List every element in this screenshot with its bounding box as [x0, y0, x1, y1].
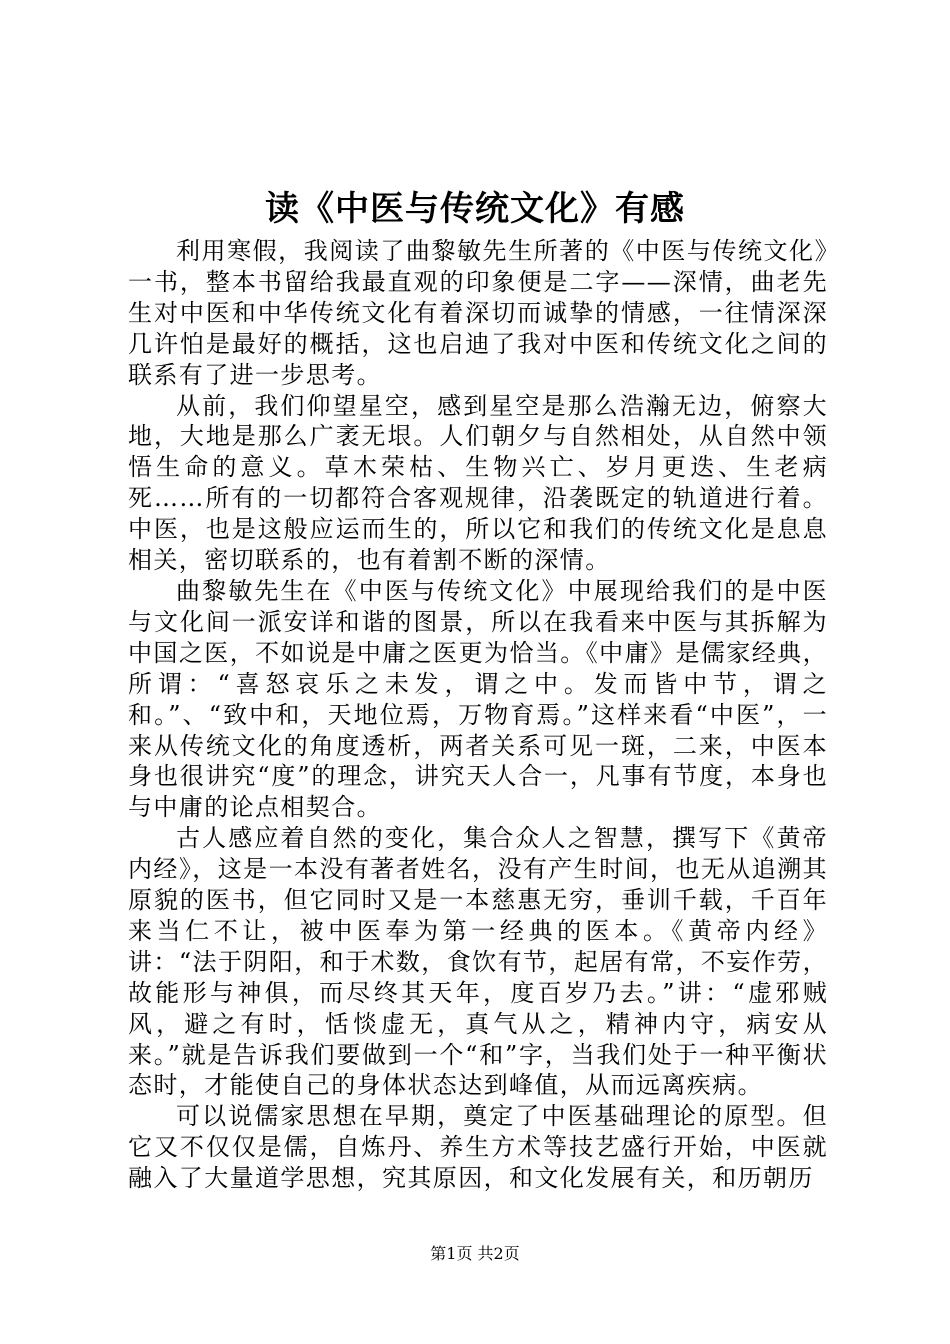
paragraph-4: 古人感应着自然的变化，集合众人之智慧，撰写下《黄帝内经》，这是一本没有著者姓名，没有产生时间，也无从追溯其原貌的医书，但它同时又是一本慈惠无穷，垂训千载，千百年来当仁不让，被中医奉为第一经典的医本。《黄帝内经》讲：“法于阴阳，和于术数，食饮有节，起居有常，不妄作劳，故能形与神俱，而尽终其天年，度百岁乃去。”讲：“虚邪贼风，避之有时，恬惔虚无，真气从之，精神内守，病安从来。”就是告诉我们要做到一个“和”字，当我们处于一种平衡状态时，才能使自己的身体状态达到峰值，从而远离疾病。 — [128, 824, 828, 1100]
paragraph-2: 从前，我们仰望星空，感到星空是那么浩瀚无边，俯察大地，大地是那么广袤无垠。人们朝夕与自然相处，从自然中领悟生命的意义。草木荣枯、生物兴亡、岁月更迭、生老病死……所有的一切都符合客观规律，沿袭既定的轨道进行着。中医，也是这般应运而生的，所以它和我们的传统文化是息息相关，密切联系的，也有着割不断的深情。 — [128, 391, 828, 575]
paragraph-1: 利用寒假，我阅读了曲黎敏先生所著的《中医与传统文化》一书，整本书留给我最直观的印象便是二字——深情，曲老先生对中医和中华传统文化有着深切而诚挚的情感，一往情深深几许怕是最好的概括，这也启迪了我对中医和传统文化之间的联系有了进一步思考。 — [128, 237, 828, 389]
document-title: 读《中医与传统文化》有感 — [265, 189, 685, 229]
document-body — [128, 236, 828, 1194]
paragraph-3: 曲黎敏先生在《中医与传统文化》中展现给我们的是中医与文化间一派安详和谐的图景，所以在我看来中医与其拆解为中国之医，不如说是中庸之医更为恰当。《中庸》是儒家经典，所谓：“喜怒哀乐之未发，谓之中。发而皆中节，谓之和。”、“致中和，天地位焉，万物育焉。”这样来看“中医”，一来从传统文化的角度透析，两者关系可见一斑，二来，中医本身也很讲究“度”的理念，讲究天人合一，凡事有节度，本身也与中庸的论点相契合。 — [128, 576, 828, 822]
page-footer: 第1页 共2页 — [430, 1244, 520, 1263]
paragraph-5: 可以说儒家思想在早期，奠定了中医基础理论的原型。但它又不仅仅是儒，自炼丹、养生方术等技艺盛行开始，中医就融入了大量道学思想，究其原因，和文化发展有关，和历朝历 — [128, 1102, 828, 1193]
